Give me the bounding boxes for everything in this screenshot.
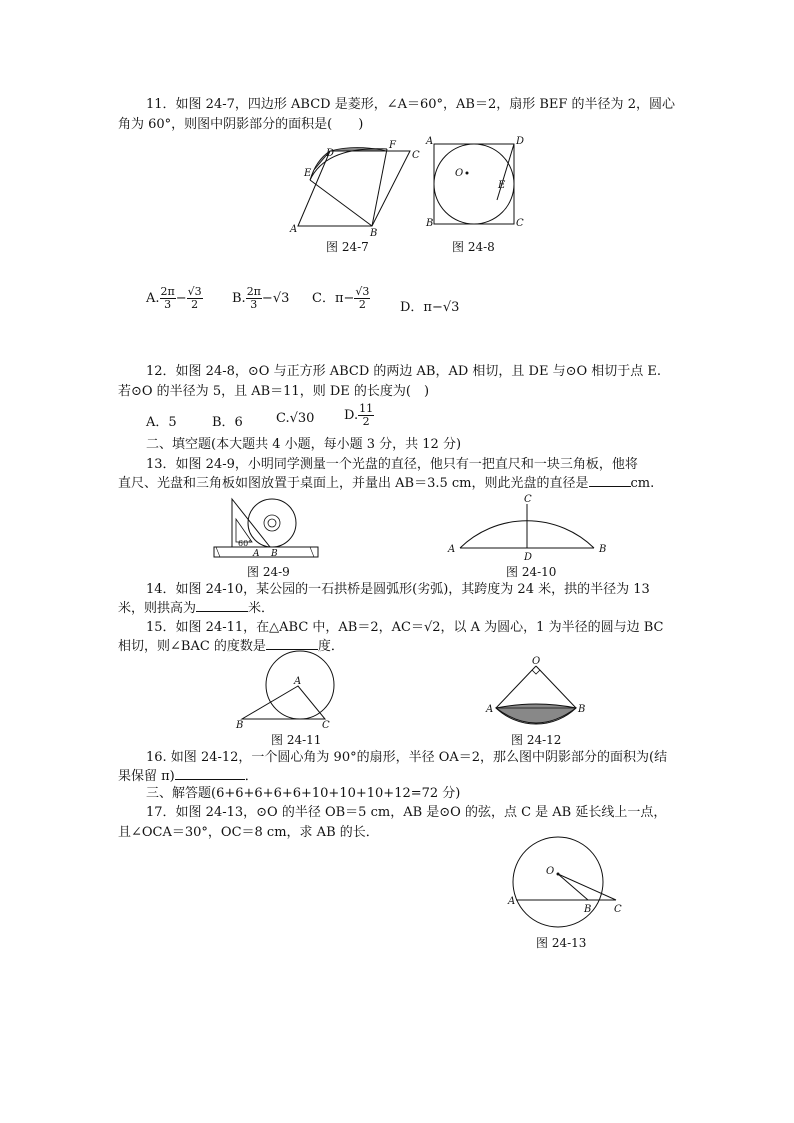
q12-option-c: C.√30 <box>276 411 315 426</box>
fig2410-label-a: A <box>448 544 456 555</box>
q12-option-a: A．5 <box>146 415 177 430</box>
fig248-caption: 图 24-8 <box>452 240 495 254</box>
fig248-label-o: O <box>455 168 464 179</box>
figure-24-10 <box>446 490 612 563</box>
q11-line1: 11．如图 24-7，四边形 ABCD 是菱形，∠A＝60°，AB＝2，扇形 BEF 的半径为 2，圆心 <box>146 97 675 112</box>
fig2413-label-c: C <box>614 904 622 915</box>
q15-line1: 15．如图 24-11，在△ABC 中，AB＝2，AC＝√2，以 A 为圆心，1 为半径的圆与边 BC <box>146 620 664 635</box>
fig249-angle-label: 60° <box>238 539 253 548</box>
q17-line1: 17．如图 24-13，⊙O 的半径 OB＝5 cm，AB 是⊙O 的弦，点 C 是 AB 延长线上一点， <box>146 805 667 820</box>
figure-24-8 <box>422 134 532 234</box>
fig248-label-b: B <box>426 218 434 229</box>
q11-option-d: D．π−√3 <box>400 300 460 315</box>
fig2410-label-c: C <box>524 494 532 505</box>
fig247-label-a: A <box>290 224 298 235</box>
fig249-label-b: B <box>271 549 278 559</box>
figure-24-12 <box>480 654 590 730</box>
fig2412-caption: 图 24-12 <box>511 733 562 747</box>
fig2412-label-a: A <box>486 704 494 715</box>
fig2413-caption: 图 24-13 <box>536 936 587 950</box>
fig249-label-a: A <box>253 549 260 559</box>
q16-line2: 果保留 π) ． <box>118 769 258 784</box>
fig247-label-c: C <box>412 150 420 161</box>
figure-24-11 <box>232 652 342 732</box>
fig2413-label-o: O <box>546 866 555 877</box>
fig247-caption: 图 24-7 <box>326 240 369 254</box>
q11-option-b: B. $\frac{2\pi}{3}$ −√3 <box>232 285 290 311</box>
fig2412-label-b: B <box>578 704 586 715</box>
q14-line2: 米，则拱高为 米． <box>118 601 275 616</box>
q15-line2: 相切，则∠BAC 的度数是 度． <box>118 639 344 654</box>
q16-line1: 16. 如图 24-12，一个圆心角为 90°的扇形，半径 OA＝2，那么图中阴影部分的面积为(结 <box>146 750 668 765</box>
fig2410-caption: 图 24-10 <box>506 565 557 579</box>
q12-option-b: B．6 <box>212 415 243 430</box>
q13-line1: 13．如图 24-9，小明同学测量一个光盘的直径，他只有一把直尺和一块三角板，他将 <box>146 457 638 472</box>
figure-24-7 <box>286 138 420 239</box>
fig2411-label-b: B <box>236 720 244 731</box>
fig2411-label-a: A <box>294 676 302 687</box>
q11-option-a: A. $\frac{2\pi}{3}$ − $\frac{√3}{2}$ <box>146 285 202 311</box>
fig2411-label-c: C <box>322 720 330 731</box>
fig247-label-d: D <box>326 148 335 159</box>
fig247-label-f: F <box>389 140 396 151</box>
figure-24-13 <box>504 836 634 932</box>
fig247-label-e: E <box>304 168 312 179</box>
q12-line2: 若⊙O 的半径为 5，且 AB＝11，则 DE 的长度为( ) <box>118 384 430 399</box>
fig2413-label-b: B <box>584 904 592 915</box>
q12-line1: 12．如图 24-8，⊙O 与正方形 ABCD 的两边 AB，AD 相切，且 DE 与⊙O 相切于点 E. <box>146 364 662 379</box>
q12-option-d: D. $\frac{11}{2}$ <box>344 402 374 428</box>
fig248-label-e: E <box>498 180 506 191</box>
q13-line2: 直尺、光盘和三角板如图放置于桌面上，并量出 AB＝3.5 cm，则此光盘的直径是 cm. <box>118 476 655 491</box>
q11-line2: 角为 60°，则图中阴影部分的面积是( ) <box>118 117 364 132</box>
section-3-heading: 三、解答题(6+6+6+6+6+10+10+10+12=72 分) <box>146 786 461 801</box>
q17-line2: 且∠OCA＝30°，OC＝8 cm，求 AB 的长． <box>118 825 379 840</box>
fig249-caption: 图 24-9 <box>247 565 290 579</box>
figure-24-9 <box>210 494 322 564</box>
q11-option-c: C．π− $\frac{√3}{2}$ <box>312 285 370 311</box>
q14-line1: 14．如图 24-10，某公园的一石拱桥是圆弧形(劣弧)，其跨度为 24 米，拱的半径为 13 <box>146 582 650 597</box>
fig248-label-a: A <box>426 136 434 147</box>
fig2412-label-o: O <box>532 656 541 667</box>
fig2410-label-b: B <box>599 544 607 555</box>
fig248-label-d: D <box>516 136 525 147</box>
fig248-label-c: C <box>516 218 524 229</box>
fig2413-label-a: A <box>508 896 516 907</box>
section-2-heading: 二、填空题(本大题共 4 小题，每小题 3 分，共 12 分) <box>146 437 462 452</box>
fig2411-caption: 图 24-11 <box>271 733 322 747</box>
fig247-label-b: B <box>370 228 378 239</box>
fig2410-label-d: D <box>524 552 533 563</box>
